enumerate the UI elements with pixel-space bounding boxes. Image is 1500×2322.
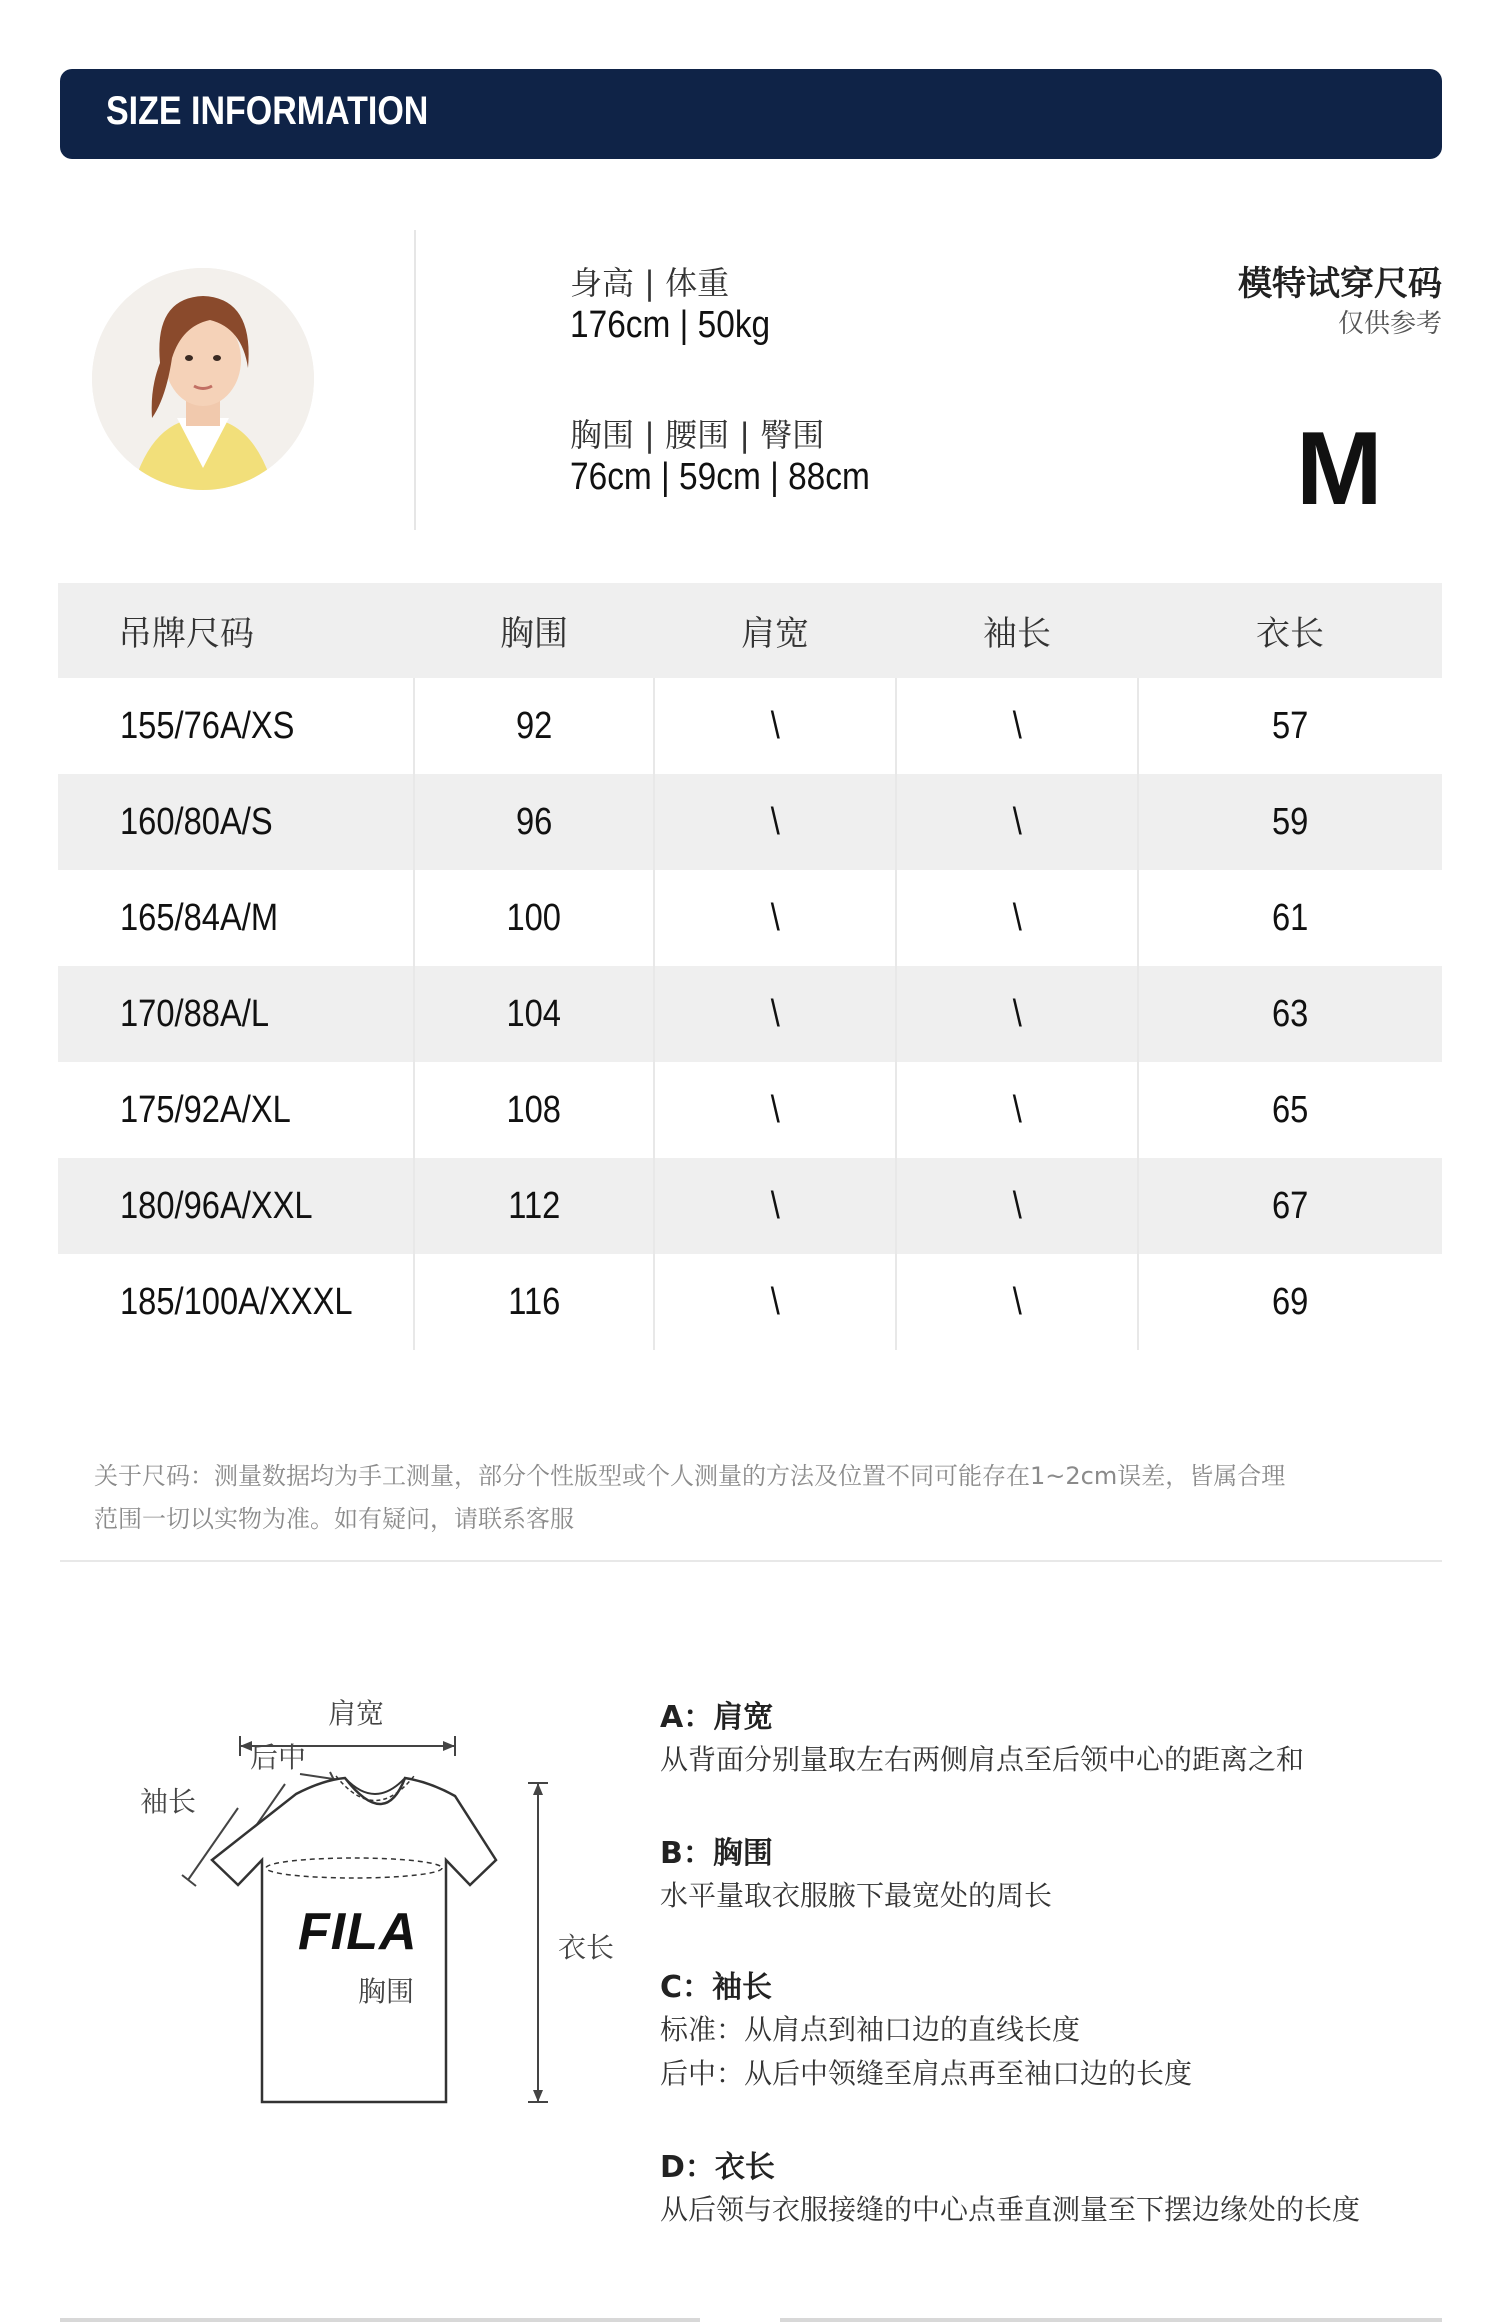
chest-text: 100 bbox=[506, 896, 562, 939]
shoulder-cell bbox=[654, 1062, 896, 1158]
chest-cell bbox=[414, 966, 654, 1062]
def-sleeve-title: C：袖长 bbox=[660, 1970, 773, 2005]
def-sleeve-text-1: 标准：从肩点到袖口边的直线长度 bbox=[660, 2013, 1081, 2046]
chest-cell bbox=[414, 1062, 654, 1158]
size-text: 160/80A/S bbox=[120, 800, 273, 843]
chest-text: 96 bbox=[515, 800, 553, 843]
size-text: 180/96A/XXL bbox=[120, 1184, 313, 1227]
sleeve-text: \ bbox=[1012, 1184, 1022, 1227]
chest-text: 112 bbox=[507, 1184, 561, 1227]
shoulder-cell bbox=[654, 870, 896, 966]
shoulder-text: \ bbox=[770, 704, 780, 747]
banner-title: SIZE INFORMATION bbox=[106, 89, 429, 133]
header-shoulder: 肩宽 bbox=[654, 583, 896, 678]
header-chest: 胸围 bbox=[414, 583, 654, 678]
length-text: 59 bbox=[1272, 800, 1309, 843]
chest-cell bbox=[414, 774, 654, 870]
shoulder-text: \ bbox=[770, 1184, 780, 1227]
chest-text: 116 bbox=[507, 1280, 561, 1323]
chest-cell bbox=[414, 1254, 654, 1350]
height-weight-value: 176cm | 50kg bbox=[570, 304, 771, 346]
diagram-back-center-label: 后中 bbox=[250, 1741, 307, 1774]
shoulder-cell bbox=[654, 774, 896, 870]
chest-text: 92 bbox=[515, 704, 553, 747]
def-length-title: D：衣长 bbox=[660, 2150, 775, 2185]
table-row bbox=[58, 1062, 1442, 1158]
sleeve-cell bbox=[896, 1158, 1138, 1254]
def-length-text: 从后领与衣服接缝的中心点垂直测量至下摆边缘处的长度 bbox=[660, 2193, 1361, 2226]
body-measure-label: 胸围 | 腰围 | 臀围 bbox=[570, 416, 825, 454]
bottom-edge-strip bbox=[0, 2312, 1500, 2322]
header-tag-size: 吊牌尺码 bbox=[58, 583, 414, 678]
size-text: 170/88A/L bbox=[120, 992, 270, 1035]
model-size-note: 仅供参考 bbox=[1337, 309, 1442, 339]
diagram-length-label: 衣长 bbox=[558, 1931, 615, 1964]
sleeve-cell bbox=[896, 1254, 1138, 1350]
def-chest-title: B：胸围 bbox=[660, 1836, 773, 1871]
length-text: 69 bbox=[1272, 1280, 1309, 1323]
shoulder-cell bbox=[654, 1254, 896, 1350]
def-sleeve-text-2: 后中：从后中领缝至肩点再至袖口边的长度 bbox=[660, 2057, 1193, 2090]
model-divider bbox=[414, 230, 416, 530]
model-size-value: M bbox=[1296, 411, 1383, 527]
shoulder-text: \ bbox=[770, 800, 780, 843]
size-cell bbox=[58, 678, 414, 774]
section-divider bbox=[60, 1560, 1442, 1562]
note-line-2: 范围一切以实物为准。如有疑问，请联系客服 bbox=[94, 1505, 574, 1533]
def-chest-text: 水平量取衣服腋下最宽处的周长 bbox=[660, 1879, 1053, 1912]
table-header-row bbox=[58, 583, 1442, 678]
shoulder-text: \ bbox=[770, 1088, 780, 1131]
length-cell bbox=[1138, 774, 1442, 870]
bottom-edge-line-left bbox=[60, 2318, 700, 2322]
sleeve-text: \ bbox=[1012, 992, 1022, 1035]
measurement-note bbox=[94, 1455, 1434, 1541]
table-row bbox=[58, 1158, 1442, 1254]
length-text: 57 bbox=[1272, 704, 1309, 747]
bottom-edge-line-right bbox=[780, 2318, 1442, 2322]
table-row bbox=[58, 678, 1442, 774]
sleeve-text: \ bbox=[1012, 704, 1022, 747]
chest-cell bbox=[414, 1158, 654, 1254]
height-weight-label: 身高 | 体重 bbox=[570, 264, 730, 302]
shoulder-cell bbox=[654, 966, 896, 1062]
length-text: 63 bbox=[1272, 992, 1309, 1035]
shoulder-cell bbox=[654, 678, 896, 774]
model-size-title: 模特试穿尺码 bbox=[1238, 264, 1442, 304]
def-shoulder-title: A：肩宽 bbox=[660, 1700, 774, 1735]
length-cell bbox=[1138, 966, 1442, 1062]
def-shoulder-text: 从背面分别量取左右两侧肩点至后领中心的距离之和 bbox=[660, 1743, 1305, 1776]
diagram-shoulder-label: 肩宽 bbox=[328, 1697, 385, 1730]
shoulder-text: \ bbox=[770, 992, 780, 1035]
sleeve-cell bbox=[896, 678, 1138, 774]
sleeve-text: \ bbox=[1012, 1280, 1022, 1323]
chest-text: 104 bbox=[506, 992, 562, 1035]
sleeve-cell bbox=[896, 1062, 1138, 1158]
header-sleeve: 袖长 bbox=[896, 583, 1138, 678]
size-text: 155/76A/XS bbox=[120, 704, 295, 747]
sleeve-text: \ bbox=[1012, 896, 1022, 939]
size-cell bbox=[58, 1062, 414, 1158]
sleeve-cell bbox=[896, 870, 1138, 966]
sleeve-text: \ bbox=[1012, 800, 1022, 843]
size-cell bbox=[58, 774, 414, 870]
length-text: 67 bbox=[1272, 1184, 1309, 1227]
length-text: 65 bbox=[1272, 1088, 1309, 1131]
size-table bbox=[58, 583, 1442, 1350]
header-length: 衣长 bbox=[1138, 583, 1442, 678]
diagram-sleeve-label: 袖长 bbox=[140, 1785, 197, 1818]
chest-cell bbox=[414, 870, 654, 966]
size-cell bbox=[58, 870, 414, 966]
length-cell bbox=[1138, 1254, 1442, 1350]
table-row bbox=[58, 966, 1442, 1062]
sleeve-text: \ bbox=[1012, 1088, 1022, 1131]
length-cell bbox=[1138, 678, 1442, 774]
chest-cell bbox=[414, 678, 654, 774]
size-cell bbox=[58, 1158, 414, 1254]
diagram-chest-label: 胸围 bbox=[358, 1975, 415, 2008]
model-avatar bbox=[92, 268, 314, 490]
size-text: 175/92A/XL bbox=[120, 1088, 291, 1131]
size-text: 185/100A/XXXL bbox=[120, 1280, 353, 1323]
body-measure-value: 76cm | 59cm | 88cm bbox=[570, 456, 870, 498]
length-cell bbox=[1138, 1062, 1442, 1158]
chest-text: 108 bbox=[506, 1088, 562, 1131]
fila-logo: FILA bbox=[298, 1903, 418, 1961]
table-row bbox=[58, 870, 1442, 966]
size-text: 165/84A/M bbox=[120, 896, 279, 939]
length-cell bbox=[1138, 1158, 1442, 1254]
sleeve-cell bbox=[896, 774, 1138, 870]
table-row bbox=[58, 774, 1442, 870]
size-cell bbox=[58, 966, 414, 1062]
tshirt-measure-diagram bbox=[120, 1680, 640, 2140]
size-info-banner bbox=[60, 69, 1442, 159]
sleeve-cell bbox=[896, 966, 1138, 1062]
shoulder-text: \ bbox=[770, 896, 780, 939]
length-cell bbox=[1138, 870, 1442, 966]
note-line-1: 关于尺码：测量数据均为手工测量，部分个性版型或个人测量的方法及位置不同可能存在1~2cm误差，皆属合理 bbox=[94, 1462, 1286, 1490]
length-text: 61 bbox=[1272, 896, 1309, 939]
size-cell bbox=[58, 1254, 414, 1350]
shoulder-cell bbox=[654, 1158, 896, 1254]
shoulder-text: \ bbox=[770, 1280, 780, 1323]
table-row bbox=[58, 1254, 1442, 1350]
